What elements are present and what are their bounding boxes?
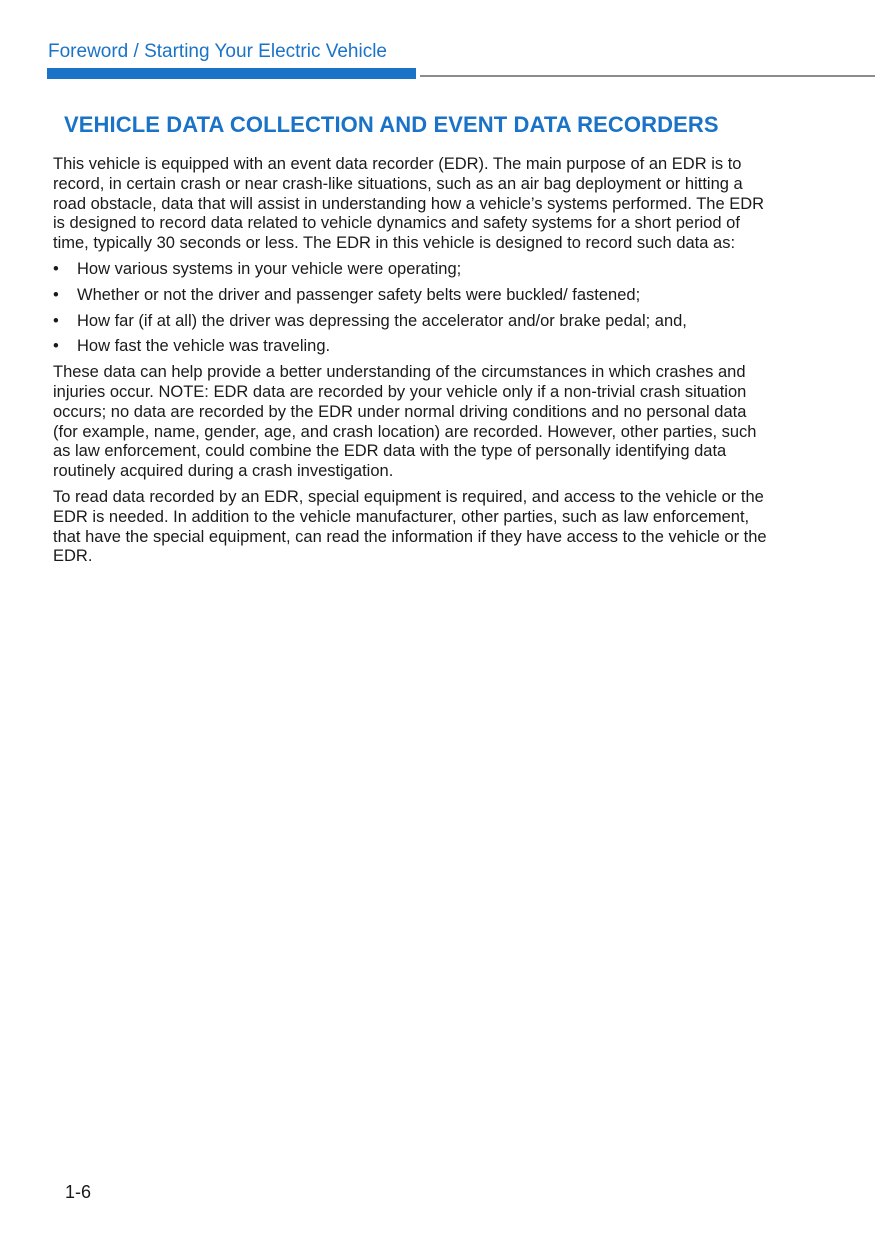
header-accent-bar <box>47 68 416 79</box>
paragraph-edr-access: To read data recorded by an EDR, special equipment is required, and access to the vehicle or the EDR is needed. In addition to the vehicle manufacturer, other parties, such as law enforcement, that have the special equipment, can read the information if they have access to the vehicle or the EDR. <box>53 487 767 566</box>
list-item-text: How far (if at all) the driver was depressing the accelerator and/or brake pedal; and, <box>77 311 687 330</box>
list-item <box>53 337 773 357</box>
header-divider-line <box>420 75 875 77</box>
bullet-icon: • <box>53 285 59 304</box>
list-item <box>53 312 773 332</box>
intro-paragraph: This vehicle is equipped with an event data recorder (EDR). The main purpose of an EDR is to record, in certain crash or near crash-like situations, such as an air bag deployment or hitting a road obstacle, data that will assist in understanding how a vehicle’s systems performed. The EDR is designed to record data related to vehicle dynamics and safety systems for a short period of time, typically 30 seconds or less. The EDR in this vehicle is designed to record such data as: <box>53 155 765 253</box>
section-title: VEHICLE DATA COLLECTION AND EVENT DATA RECORDERS <box>64 112 719 137</box>
paragraph-edr-data: These data can help provide a better understanding of the circumstances in which crashes and injuries occur. NOTE: EDR data are recorded by your vehicle only if a non-trivial crash situation occurs; no data are recorded by the EDR under normal driving conditions and no personal data (for example, name, gender, age, and crash location) are recorded. However, other parties, such as law enforcement, could combine the EDR data with the type of personally identifying data routinely acquired during a crash investigation. <box>53 363 757 481</box>
bullet-list <box>53 260 773 357</box>
list-item <box>53 286 773 306</box>
page-number: 1-6 <box>65 1182 92 1202</box>
list-item-text: How fast the vehicle was traveling. <box>77 337 331 356</box>
list-item <box>53 260 773 280</box>
bullet-icon: • <box>53 259 59 278</box>
section-body <box>53 155 773 573</box>
bullet-icon: • <box>53 337 59 356</box>
list-item-text: Whether or not the driver and passenger safety belts were buckled/ fastened; <box>77 285 641 304</box>
breadcrumb: Foreword / Starting Your Electric Vehicle <box>48 41 388 62</box>
bullet-icon: • <box>53 311 59 330</box>
list-item-text: How various systems in your vehicle were operating; <box>77 259 462 278</box>
